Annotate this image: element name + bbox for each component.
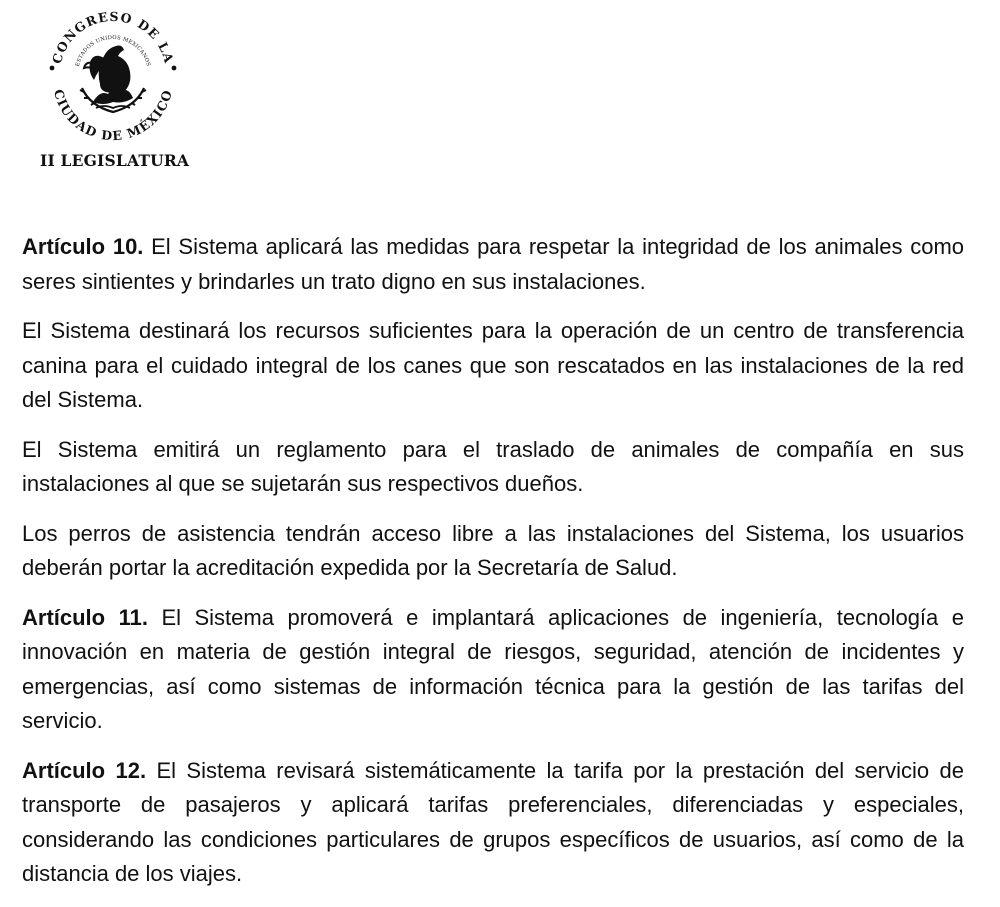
document-header (30, 0, 200, 180)
paragraph-text: El Sistema destinará los recursos suficientes para la operación de un centro de transferencia canina para el cuidado integral de los canes que son rescatados en las instalaciones de la red del Sistema. (22, 318, 964, 412)
paragraph-text: Los perros de asistencia tendrán acceso libre a las instalaciones del Sistema, los usuarios deberán portar la acreditación expedida por la Secretaría de Salud. (22, 520, 964, 580)
svg-text:CIUDAD DE MÉXICO: CIUDAD DE MÉXICO (50, 87, 176, 144)
paragraph-article-11 (22, 601, 964, 739)
congress-seal-logo (38, 2, 188, 152)
paragraph-text: El Sistema emitirá un reglamento para el traslado de animales de compañía en sus instalaciones al que se sujetarán sus respectivos dueños. (22, 436, 964, 496)
article-heading: Artículo 11. (22, 604, 148, 630)
paragraph-text: El Sistema promoverá e implantará aplicaciones de ingeniería, tecnología e innovación en materia de gestión integral de riesgos, seguridad, atención de incidentes y emergencias, así como sistemas de información técnica para la gestión de las tarifas del servicio. (22, 604, 964, 733)
paragraph-pet-regulation (22, 433, 964, 502)
paragraph-assistance-dogs (22, 517, 964, 586)
paragraph-text: El Sistema aplicará las medidas para respetar la integridad de los animales como seres sintientes y brindarles un trato digno en sus instalaciones. (22, 234, 965, 294)
article-heading: Artículo 12. (22, 757, 147, 783)
svg-text:ESTADOS UNIDOS MEXICANOS: ESTADOS UNIDOS MEXICANOS (74, 34, 152, 68)
paragraph-article-10 (22, 230, 964, 299)
article-heading: Artículo 10. (22, 234, 144, 259)
paragraph-text: El Sistema revisará sistemáticamente la tarifa por la prestación del servicio de transporte de pasajeros y aplicará tarifas preferenciales, diferenciadas y especiales, considerando las condiciones particulares de grupos específicos de usuarios, así como de la distancia de los viajes. (22, 757, 964, 886)
legislature-label: II LEGISLATURA (40, 151, 190, 170)
document-body (22, 230, 964, 907)
svg-text:CONGRESO DE LA: CONGRESO DE LA (49, 8, 177, 66)
paragraph-article-12 (22, 754, 964, 892)
paragraph-transfer-center (22, 314, 964, 418)
eagle-emblem-icon (80, 46, 146, 113)
